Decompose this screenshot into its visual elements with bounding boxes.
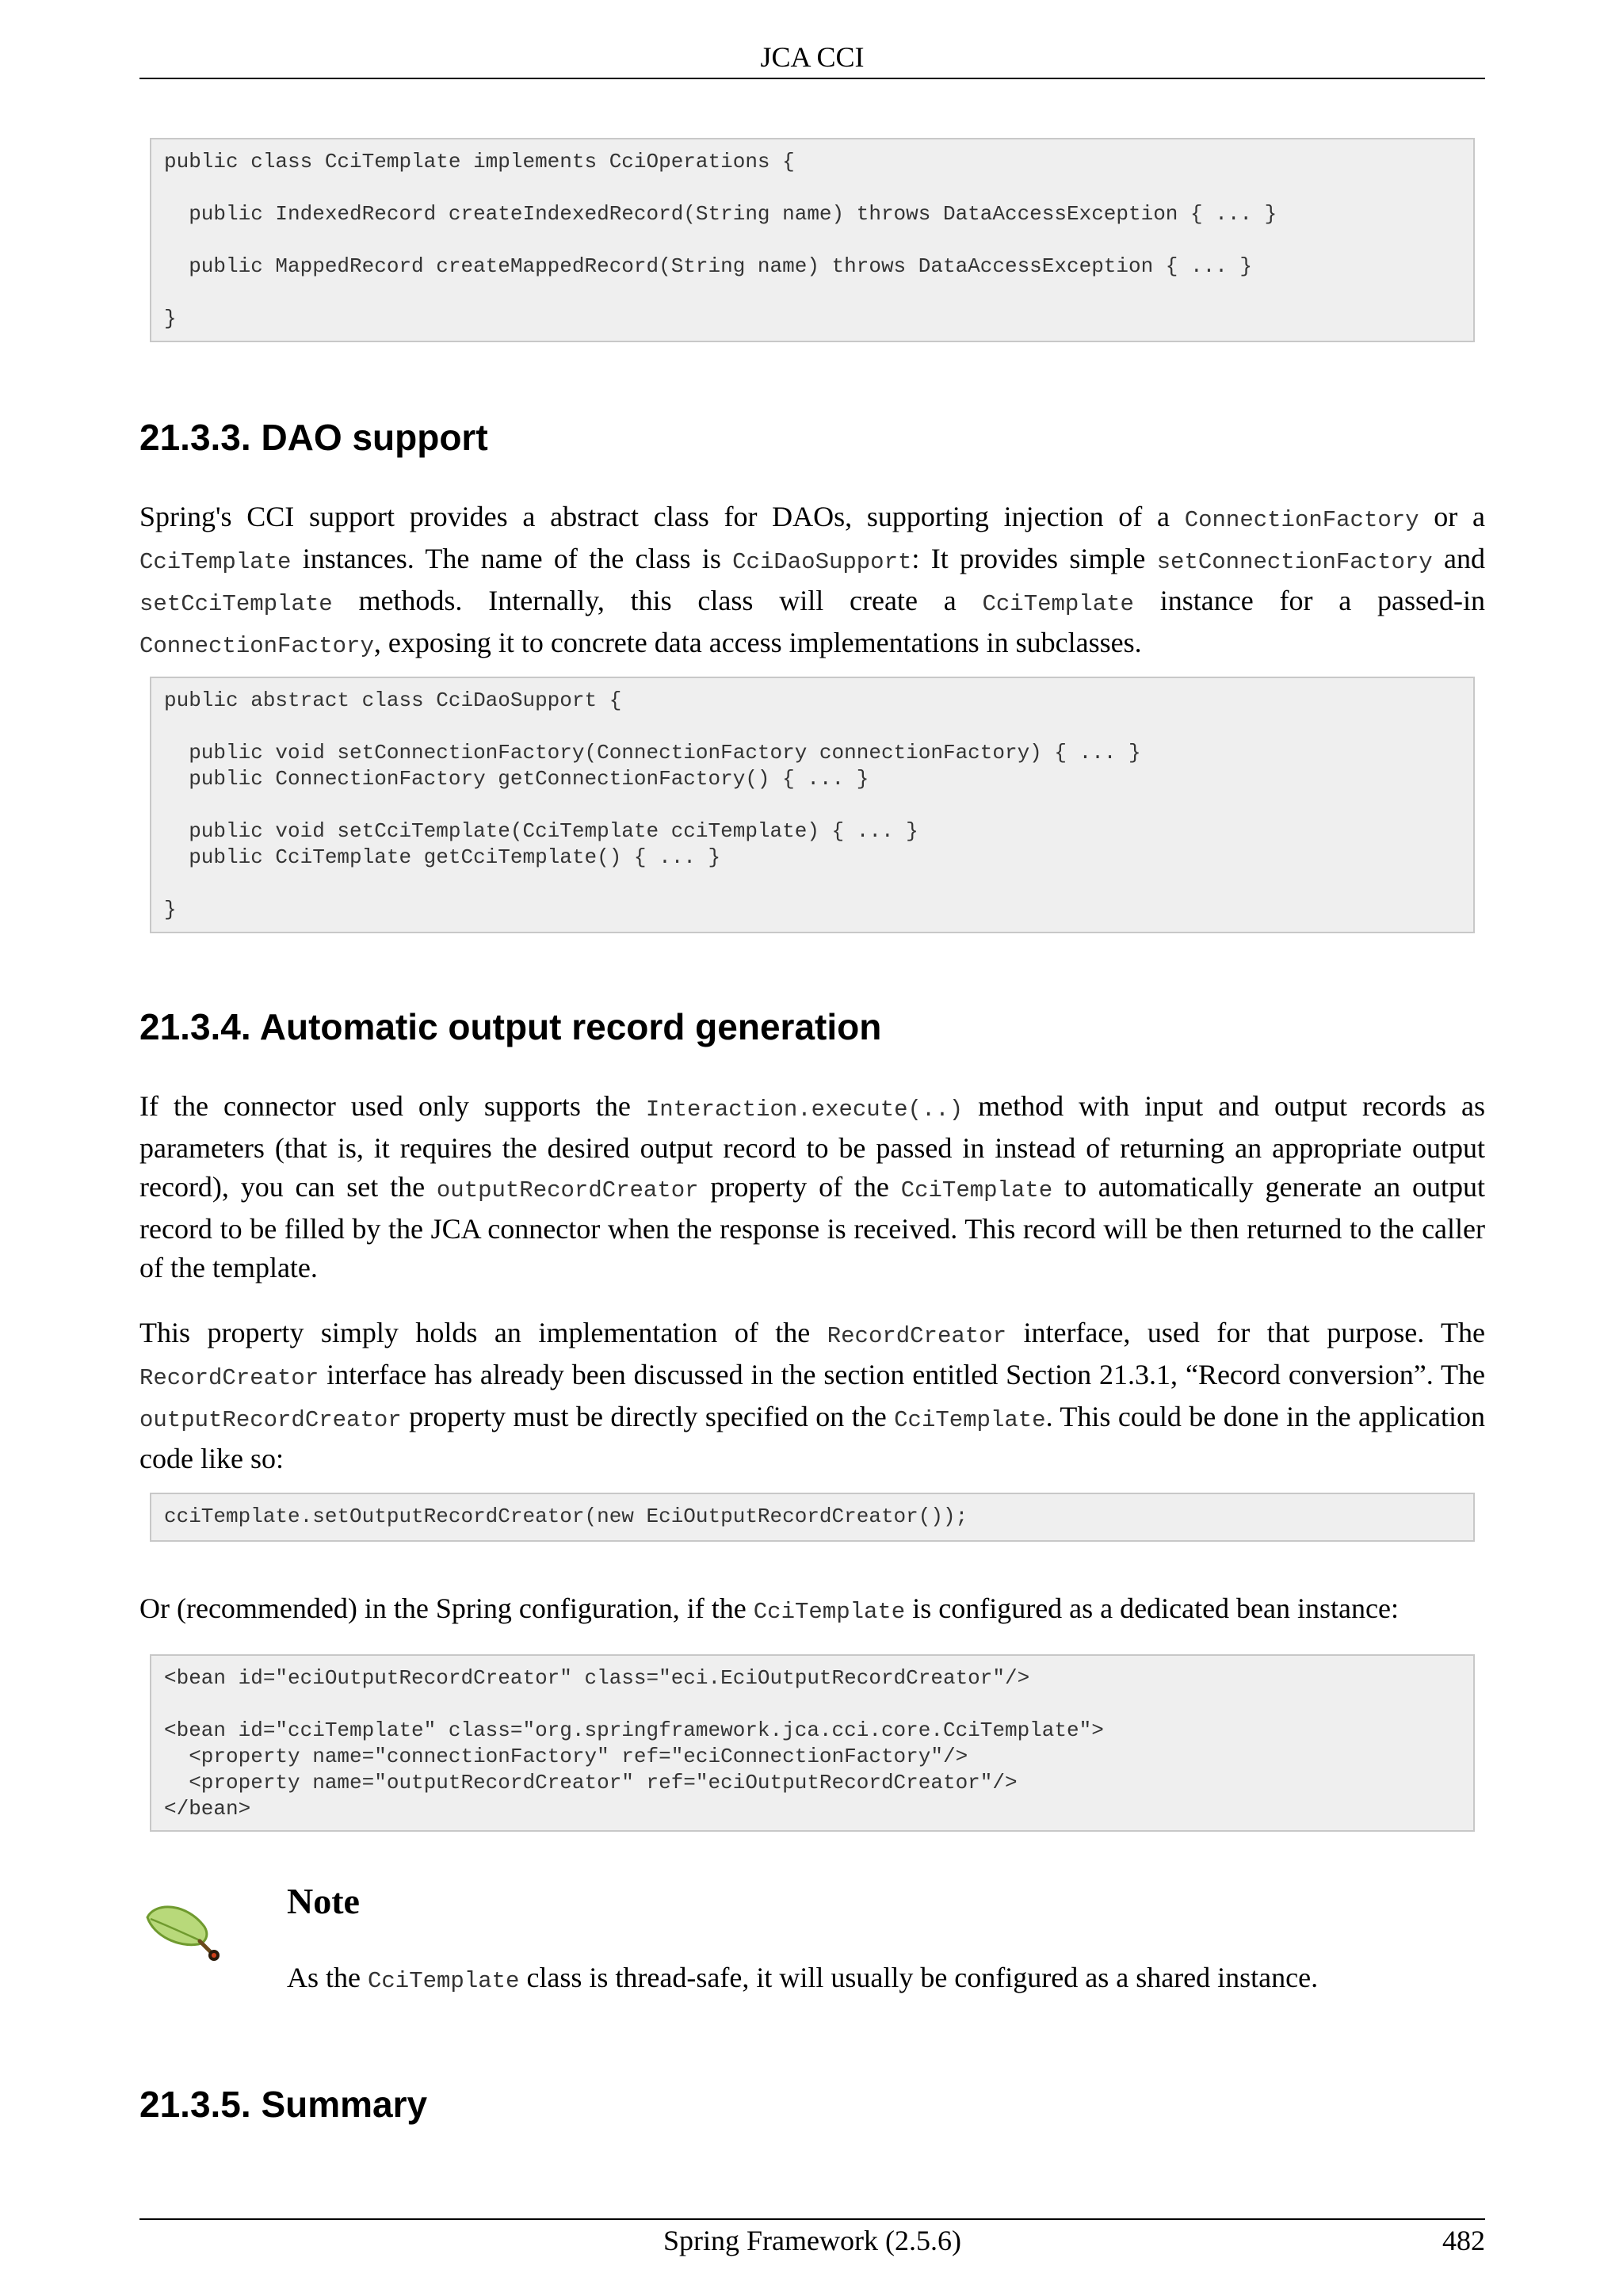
text-run: interface, used for that purpose. The (1006, 1317, 1486, 1348)
text-run: to automatically generate an output record to be filled by the JCA connector when the response is received. This record will be then returned to the caller of the template. (139, 1171, 1485, 1283)
literal: Interaction.execute(..) (645, 1097, 964, 1123)
section-heading-dao-support: 21.3.3. DAO support (139, 417, 488, 458)
literal: RecordCreator (139, 1365, 319, 1391)
text-run: class is thread-safe, it will usually be configured as a shared instance. (519, 1962, 1319, 1993)
literal: RecordCreator (827, 1323, 1006, 1349)
text-run: methods. Internally, this class will create a (332, 585, 983, 616)
text-run: : It provides simple (911, 543, 1157, 574)
code-listing-cci-dao-support: public abstract class CciDaoSupport { public void setConnectionFactory(ConnectionFactory connectionFactory) { ... } public ConnectionFactory getConnectionFactory() { ... } public void setCciTemplate(CciTemplate cciTemplate) { ... } public CciTemplate getCciTemplate() { ... } } (150, 677, 1475, 933)
literal: CciTemplate (368, 1968, 520, 1994)
note-text (287, 1958, 1476, 2000)
text-run: method with input and output records as parameters (that is, it requires the desired output record to be passed in instead of returning an appropriate output record), you can set the (139, 1090, 1485, 1203)
literal: setCciTemplate (139, 591, 333, 617)
literal: outputRecordCreator (436, 1177, 699, 1203)
text-run: If the connector used only supports the (139, 1090, 646, 1122)
running-header: JCA CCI (760, 41, 865, 73)
literal: CciTemplate (894, 1407, 1046, 1433)
code-listing-cci-template: public class CciTemplate implements CciOperations { public IndexedRecord createIndexedRecord(String name) throws DataAccessException { ... } public MappedRecord createMappedRecord(String name) throws DataAccessException { ... } } (150, 138, 1475, 342)
code-listing-set-output-record-creator: cciTemplate.setOutputRecordCreator(new EciOutputRecordCreator()); (150, 1493, 1475, 1542)
footer-title: Spring Framework (2.5.6) (663, 2225, 961, 2256)
text-run: , exposing it to concrete data access implementations in subclasses. (373, 627, 1142, 658)
page-number: 482 (1442, 2225, 1485, 2256)
header-rule (139, 78, 1485, 79)
literal: outputRecordCreator (139, 1407, 402, 1433)
note-leaf-icon (141, 1895, 228, 1974)
code-listing-spring-bean-config: <bean id="eciOutputRecordCreator" class="eci.EciOutputRecordCreator"/> <bean id="cciTemplate" class="org.springframework.jca.cci.core.CciTemplate"> <property name="connectionFactory" ref="eciConnectionFactory"/> <property name="outputRecordCreator" ref="eciOutputRecordCreator"/> </bean> (150, 1654, 1475, 1832)
text-run: is configured as a dedicated bean instance: (905, 1592, 1399, 1624)
section-heading-output-record: 21.3.4. Automatic output record generation (139, 1006, 882, 1047)
paragraph-output-record-1 (139, 1087, 1485, 1287)
section-heading-summary: 21.3.5. Summary (139, 2084, 428, 2125)
literal: CciTemplate (900, 1177, 1053, 1203)
text-run: or a (1419, 501, 1485, 532)
text-run: property must be directly specified on the (401, 1401, 895, 1432)
text-run: interface has already been discussed in the section entitled Section 21.3.1, “Record conversion”. The (319, 1359, 1485, 1390)
literal: ConnectionFactory (139, 633, 374, 659)
note-title: Note (287, 1881, 360, 1921)
text-run: This property simply holds an implementation of the (139, 1317, 827, 1348)
literal: CciTemplate (139, 549, 292, 575)
literal: setConnectionFactory (1156, 549, 1433, 575)
literal: CciTemplate (753, 1599, 906, 1625)
literal: CciTemplate (982, 591, 1134, 617)
text-run: and (1432, 543, 1485, 574)
text-run: Or (recommended) in the Spring configuration, if the (139, 1592, 754, 1624)
literal: ConnectionFactory (1184, 507, 1419, 533)
paragraph-dao-support (139, 498, 1485, 666)
literal: CciDaoSupport (732, 549, 912, 575)
text-run: instance for a passed-in (1133, 585, 1485, 616)
text-run: instances. The name of the class is (291, 543, 733, 574)
footer-rule (139, 2218, 1485, 2220)
paragraph-output-record-3 (139, 1589, 1485, 1631)
text-run: Spring's CCI support provides a abstract class for DAOs, supporting injection of a (139, 501, 1185, 532)
paragraph-output-record-2 (139, 1314, 1485, 1478)
text-run: As the (287, 1962, 368, 1993)
text-run: . This could be done in the application code like so: (139, 1401, 1485, 1474)
text-run: property of the (698, 1171, 901, 1203)
